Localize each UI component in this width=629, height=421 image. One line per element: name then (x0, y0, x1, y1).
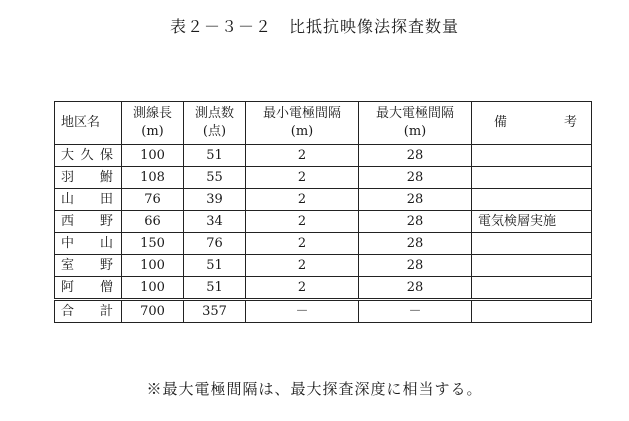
min-spacing-cell: 2 (246, 233, 359, 255)
remarks-cell (472, 189, 592, 211)
max-spacing-cell: 28 (359, 189, 472, 211)
header-points-unit: (点) (202, 124, 227, 139)
line-length-cell: 150 (122, 233, 184, 255)
table-row (55, 277, 592, 300)
line-length-cell: 76 (122, 189, 184, 211)
header-min-spacing (246, 102, 359, 145)
points-cell: 39 (184, 189, 246, 211)
header-min-spacing-unit: (m) (290, 124, 314, 139)
area-cell: 大久保 (55, 145, 122, 167)
header-area (55, 102, 122, 145)
table-row (55, 211, 592, 233)
survey-quantity-table (54, 101, 592, 323)
remarks-cell (472, 233, 592, 255)
max-spacing-cell: 28 (359, 277, 472, 300)
line-length-cell: 108 (122, 167, 184, 189)
total-max-spacing-cell: － (359, 300, 472, 323)
max-spacing-cell: 28 (359, 233, 472, 255)
line-length-cell: 100 (122, 255, 184, 277)
table-header-row (55, 102, 592, 145)
line-length-cell: 100 (122, 145, 184, 167)
total-line-length-cell: 700 (122, 300, 184, 323)
header-max-spacing-unit: (m) (403, 124, 427, 139)
area-cell: 山田 (55, 189, 122, 211)
area-cell: 阿僧 (55, 277, 122, 300)
table-title: 表２－３－２ 比抵抗映像法探査数量 (169, 17, 459, 36)
header-remarks (472, 102, 592, 145)
line-length-cell: 100 (122, 277, 184, 300)
min-spacing-cell: 2 (246, 277, 359, 300)
area-cell: 室野 (55, 255, 122, 277)
max-spacing-cell: 28 (359, 255, 472, 277)
min-spacing-cell: 2 (246, 211, 359, 233)
remarks-cell (472, 145, 592, 167)
header-line-length-unit: (m) (141, 124, 164, 139)
footnote: ※最大電極間隔は、最大探査深度に相当する。 (146, 380, 483, 398)
max-spacing-cell: 28 (359, 211, 472, 233)
points-cell: 34 (184, 211, 246, 233)
table-row (55, 255, 592, 277)
max-spacing-cell: 28 (359, 145, 472, 167)
total-points-cell: 357 (184, 300, 246, 323)
header-max-spacing-label: 最大電極間隔 (375, 106, 454, 121)
header-remarks-right: 考 (563, 115, 577, 130)
area-cell: 羽鮒 (55, 167, 122, 189)
header-min-spacing-label: 最小電極間隔 (262, 106, 341, 121)
points-cell: 55 (184, 167, 246, 189)
total-label-cell: 合計 (55, 300, 122, 323)
remarks-cell (472, 255, 592, 277)
remarks-cell (472, 167, 592, 189)
header-remarks-left: 備 (494, 115, 508, 130)
line-length-cell: 66 (122, 211, 184, 233)
min-spacing-cell: 2 (246, 189, 359, 211)
points-cell: 51 (184, 255, 246, 277)
table-row (55, 167, 592, 189)
header-points (184, 102, 246, 145)
header-line-length (122, 102, 184, 145)
area-cell: 西野 (55, 211, 122, 233)
points-cell: 51 (184, 145, 246, 167)
table-row (55, 189, 592, 211)
total-remarks-cell (472, 300, 592, 323)
header-max-spacing (359, 102, 472, 145)
min-spacing-cell: 2 (246, 145, 359, 167)
table-row (55, 145, 592, 167)
total-row (55, 300, 592, 323)
min-spacing-cell: 2 (246, 255, 359, 277)
remarks-cell: 電気検層実施 (472, 211, 592, 233)
header-points-label: 測点数 (194, 106, 234, 121)
area-cell: 中山 (55, 233, 122, 255)
points-cell: 51 (184, 277, 246, 300)
total-min-spacing-cell: － (246, 300, 359, 323)
max-spacing-cell: 28 (359, 167, 472, 189)
min-spacing-cell: 2 (246, 167, 359, 189)
points-cell: 76 (184, 233, 246, 255)
header-line-length-label: 測線長 (132, 106, 172, 121)
table-row (55, 233, 592, 255)
header-area-label: 地区名 (61, 115, 101, 130)
remarks-cell (472, 277, 592, 300)
